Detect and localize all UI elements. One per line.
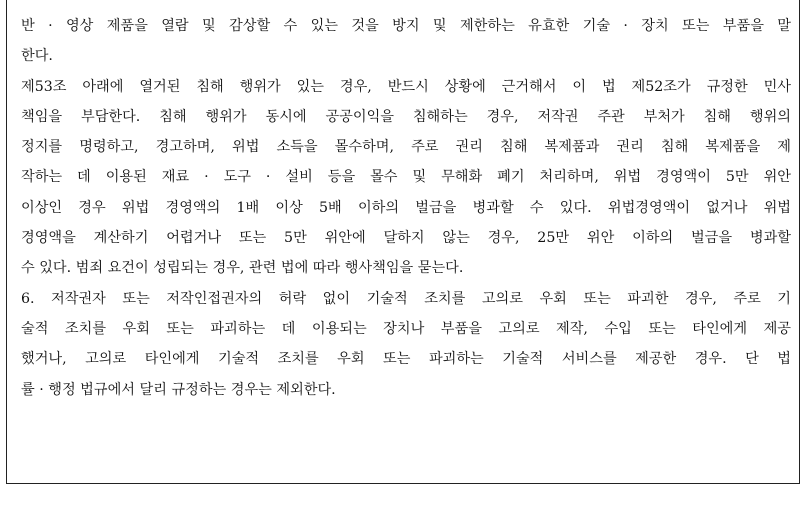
- text-line: 6. 저작권자 또는 저작인접권자의 허락 없이 기술적 조치를 고의로 우회 또는 파괴한 경우, 주로 기: [21, 290, 791, 307]
- text-line: 정지를 명령하고, 경고하며, 위법 소득을 몰수하며, 주로 권리 침해 복제품과 권리 침해 복제품을 제: [21, 139, 791, 156]
- text-line: 반 · 영상 제품을 열람 및 감상할 수 있는 것을 방지 및 제한하는 유효한 기술 · 장치 또는 부품을 말: [21, 18, 791, 34]
- text-line: 이상인 경우 위법 경영액의 1배 이상 5배 이하의 벌금을 병과할 수 있다. 위법경영액이 없거나 위법: [21, 199, 791, 216]
- document-text-box: [6, 0, 800, 484]
- text-line: 수 있다. 범죄 요건이 성립되는 경우, 관련 법에 따라 행사책임을 묻는다.: [21, 260, 464, 277]
- document-body: [21, 11, 791, 405]
- text-line: 제53조 아래에 열거된 침해 행위가 있는 경우, 반드시 상황에 근거해서 이 법 제52조가 규정한 민사: [21, 78, 791, 95]
- text-line: 한다.: [21, 48, 53, 65]
- text-line: 작하는 데 이용된 재료 · 도구 · 설비 등을 몰수 및 무해화 폐기 처리하며, 위법 경영액이 5만 위안: [21, 169, 791, 186]
- text-line: 술적 조치를 우회 또는 파괴하는 데 이용되는 장치나 부품을 고의로 제작, 수입 또는 타인에게 제공: [21, 320, 791, 337]
- text-line: 률 · 행정 법규에서 달리 규정하는 경우는 제외한다.: [21, 381, 336, 398]
- text-line: 책임을 부담한다. 침해 행위가 동시에 공공이익을 침해하는 경우, 저작권 주관 부처가 침해 행위의: [21, 108, 791, 125]
- text-line: 했거나, 고의로 타인에게 기술적 조치를 우회 또는 파괴하는 기술적 서비스를 제공한 경우. 단 법: [21, 351, 791, 368]
- text-line: 경영액을 계산하기 어렵거나 또는 5만 위안에 달하지 않는 경우, 25만 위안 이하의 벌금을 병과할: [21, 230, 791, 247]
